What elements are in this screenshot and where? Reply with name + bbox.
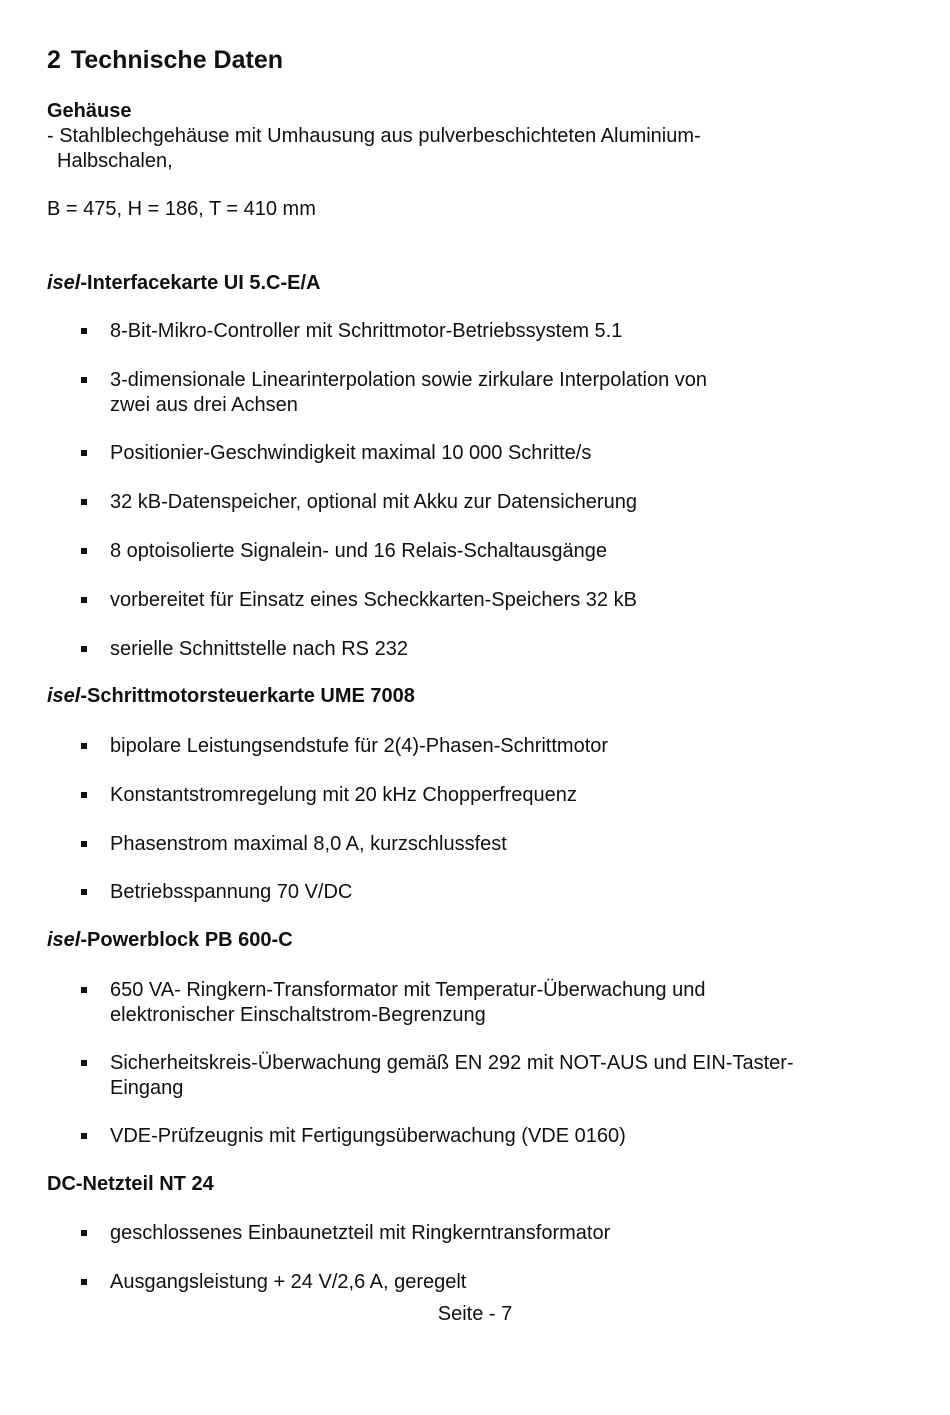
list-item (47, 1270, 867, 1295)
list-item-text: Konstantstromregelung mit 20 kHz Chopperfrequenz (110, 784, 577, 806)
bullet-icon (81, 1230, 87, 1236)
list-item (47, 368, 867, 418)
housing-dimensions: B = 475, H = 186, T = 410 mm (47, 198, 316, 220)
list-item (47, 734, 867, 759)
list-item-text-continued: zwei aus drei Achsen (110, 394, 298, 416)
list-item (47, 1124, 867, 1149)
list-item-text: 8-Bit-Mikro-Controller mit Schrittmotor-Betriebssystem 5.1 (110, 320, 623, 342)
page-number: Seite - 7 (437, 1303, 513, 1325)
list-item (47, 588, 867, 613)
list-item (47, 1221, 867, 1246)
housing-description (47, 124, 701, 174)
housing-heading: Gehäuse (47, 100, 132, 122)
section-title (47, 46, 283, 75)
bullet-icon (81, 841, 87, 847)
interface-card-brand: isel (47, 272, 81, 294)
list-item (47, 1051, 867, 1101)
list-item-text: Positionier-Geschwindigkeit maximal 10 000 Schritte/s (110, 442, 592, 464)
list-item (47, 319, 867, 344)
bullet-icon (81, 743, 87, 749)
bullet-icon (81, 1060, 87, 1066)
list-item-text: 3-dimensionale Linearinterpolation sowie zirkulare Interpolation von (110, 369, 708, 391)
bullet-icon (81, 597, 87, 603)
interface-card-heading (47, 272, 320, 295)
list-item-text: vorbereitet für Einsatz eines Scheckkarten-Speichers 32 kB (110, 589, 637, 611)
list-item-text: 650 VA- Ringkern-Transformator mit Temperatur-Überwachung und (110, 979, 706, 1001)
list-item-text: geschlossenes Einbaunetzteil mit Ringkerntransformator (110, 1222, 611, 1244)
housing-description-line-2: Halbschalen, (57, 150, 173, 172)
list-item-text: Sicherheitskreis-Überwachung gemäß EN 292 mit NOT-AUS und EIN-Taster- (110, 1052, 794, 1074)
list-item (47, 880, 867, 905)
stepper-card-title: -Schrittmotorsteuerkarte UME 7008 (80, 685, 415, 707)
list-item (47, 490, 867, 515)
list-item-text: Ausgangsleistung + 24 V/2,6 A, geregelt (110, 1271, 467, 1293)
list-item (47, 783, 867, 808)
bullet-icon (81, 450, 87, 456)
list-item (47, 978, 867, 1028)
list-item-text-continued: Eingang (110, 1077, 184, 1099)
stepper-card-brand: isel (47, 685, 81, 707)
list-item-text-continued: elektronischer Einschaltstrom-Begrenzung (110, 1004, 486, 1026)
bullet-icon (81, 328, 87, 334)
housing-description-line-1: - Stahlblechgehäuse mit Umhausung aus pulverbeschichteten Aluminium- (47, 125, 701, 147)
powerblock-brand: isel (47, 929, 81, 951)
powerblock-heading (47, 929, 293, 952)
bullet-icon (81, 377, 87, 383)
powerblock-title: -Powerblock PB 600-C (80, 929, 293, 951)
list-item-text: bipolare Leistungsendstufe für 2(4)-Phasen-Schrittmotor (110, 735, 609, 757)
power-supply-heading: DC-Netzteil NT 24 (47, 1173, 214, 1195)
bullet-icon (81, 1279, 87, 1285)
list-item (47, 832, 867, 857)
list-item-text: Phasenstrom maximal 8,0 A, kurzschlussfest (110, 833, 507, 855)
bullet-icon (81, 1133, 87, 1139)
list-item-text: serielle Schnittstelle nach RS 232 (110, 638, 408, 660)
list-item-text: 32 kB-Datenspeicher, optional mit Akku zur Datensicherung (110, 491, 637, 513)
bullet-icon (81, 548, 87, 554)
list-item (47, 637, 867, 662)
bullet-icon (81, 792, 87, 798)
stepper-card-heading (47, 685, 415, 708)
list-item-text: Betriebsspannung 70 V/DC (110, 881, 353, 903)
list-item (47, 539, 867, 564)
section-title-text: Technische Daten (70, 46, 284, 74)
bullet-icon (81, 987, 87, 993)
list-item-text: VDE-Prüfzeugnis mit Fertigungsüberwachung (VDE 0160) (110, 1125, 626, 1147)
bullet-icon (81, 646, 87, 652)
section-number: 2 (47, 46, 61, 74)
list-item (47, 441, 867, 466)
bullet-icon (81, 499, 87, 505)
list-item-text: 8 optoisolierte Signalein- und 16 Relais-Schaltausgänge (110, 540, 607, 562)
bullet-icon (81, 889, 87, 895)
interface-card-title: -Interfacekarte UI 5.C-E/A (80, 272, 321, 294)
